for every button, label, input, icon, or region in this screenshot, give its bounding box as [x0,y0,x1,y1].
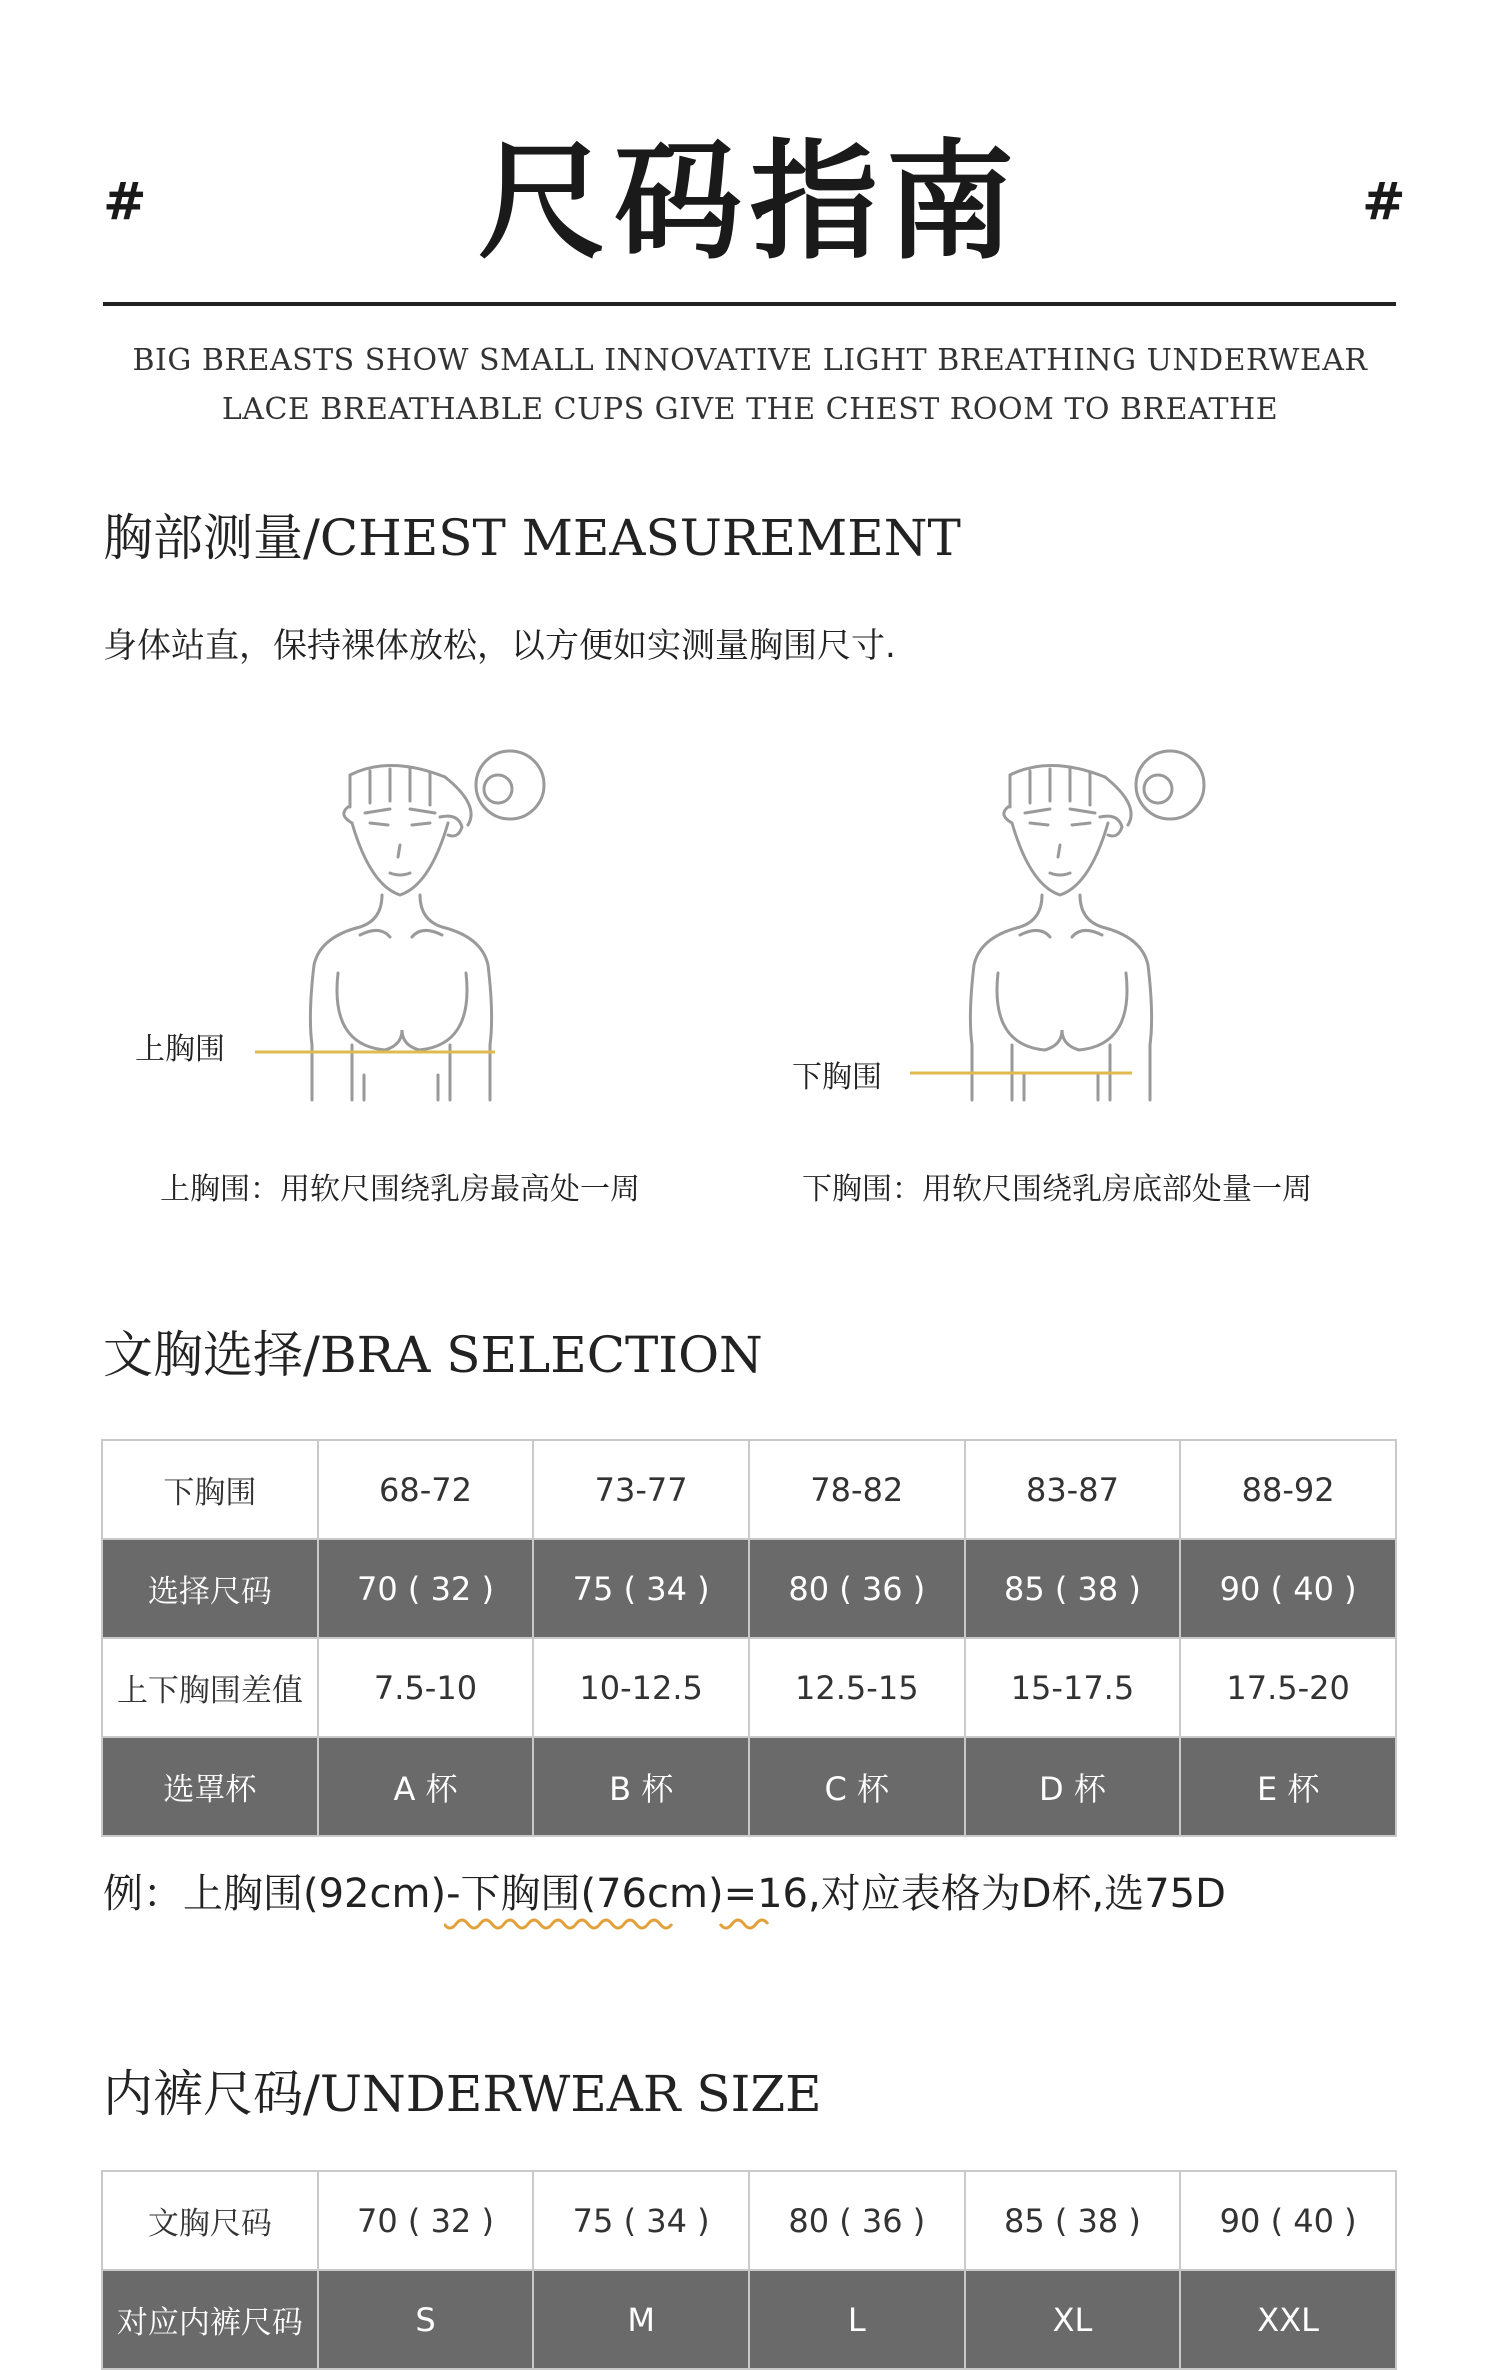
bra-size-table [101,1439,1397,1837]
bra-section-title [103,1315,763,1387]
chest-title-en: CHEST MEASUREMENT [319,509,961,567]
table-cell: M [533,2270,749,2369]
row-header: 选罩杯 [102,1737,318,1836]
table-cell: 10-12.5 [533,1638,749,1737]
table-cell: E 杯 [1180,1737,1396,1836]
table-cell: 73-77 [533,1440,749,1539]
underwear-title-en: UNDERWEAR SIZE [319,2065,822,2123]
chest-section-title [103,498,961,570]
table-cell: 85 ( 38 ) [965,1539,1181,1638]
hash-left: # [103,172,147,232]
under-chest-figure [950,745,1250,1115]
under-chest-caption: 下胸围：用软尺围绕乳房底部处量一周 [802,1172,1312,1207]
table-cell: 90 ( 40 ) [1180,2171,1396,2270]
tagline-1: BIG BREASTS SHOW SMALL INNOVATIVE LIGHT BREATHING UNDERWEAR [132,343,1368,378]
underwear-size-table [101,2170,1397,2370]
under-chest-measure-line [910,1069,1132,1077]
table-cell: 88-92 [1180,1440,1396,1539]
table-cell: 83-87 [965,1440,1181,1539]
table-cell: D 杯 [965,1737,1181,1836]
table-cell: 80 ( 36 ) [749,1539,965,1638]
chest-instruction: 身体站直，保持裸体放松，以方便如实测量胸围尺寸. [103,626,896,666]
table-cell: 7.5-10 [318,1638,534,1737]
table-cell: 70 ( 32 ) [318,1539,534,1638]
table-cell: B 杯 [533,1737,749,1836]
table-cell: XL [965,2270,1181,2369]
table-cell: 68-72 [318,1440,534,1539]
chest-title-cn: 胸部测量/ [103,509,320,567]
under-chest-label: 下胸围 [792,1060,882,1095]
underwear-title-cn: 内裤尺码/ [103,2065,320,2123]
example-squiggle-underline [444,1918,774,1934]
table-cell: A 杯 [318,1737,534,1836]
upper-chest-label: 上胸围 [135,1032,225,1067]
table-cell: 85 ( 38 ) [965,2171,1181,2270]
table-cell: C 杯 [749,1737,965,1836]
row-header: 选择尺码 [102,1539,318,1638]
upper-chest-figure [290,745,590,1115]
table-cell: XXL [1180,2270,1396,2369]
table-cell: 90 ( 40 ) [1180,1539,1396,1638]
table-cell: 75 ( 34 ) [533,1539,749,1638]
bra-title-cn: 文胸选择/ [103,1326,320,1384]
row-header: 文胸尺码 [102,2171,318,2270]
bra-example-note: 例：上胸围(92cm)-下胸围(76cm)=16,对应表格为D杯,选75D [103,1871,1226,1917]
tagline-2: LACE BREATHABLE CUPS GIVE THE CHEST ROOM TO BREATHE [221,392,1279,427]
page-title: 尺码指南 [477,128,1022,277]
table-cell: L [749,2270,965,2369]
table-cell: 80 ( 36 ) [749,2171,965,2270]
table-cell: 17.5-20 [1180,1638,1396,1737]
underwear-section-title [103,2054,822,2126]
upper-chest-caption: 上胸围：用软尺围绕乳房最高处一周 [160,1172,640,1207]
table-cell: 75 ( 34 ) [533,2171,749,2270]
hash-right: # [1362,172,1406,232]
table-cell: 12.5-15 [749,1638,965,1737]
table-row [102,2171,1396,2270]
table-row [102,1638,1396,1737]
row-header: 上下胸围差值 [102,1638,318,1737]
table-row [102,1539,1396,1638]
table-cell: 78-82 [749,1440,965,1539]
table-row [102,1737,1396,1836]
title-divider [103,302,1396,306]
table-row [102,1440,1396,1539]
table-cell: 70 ( 32 ) [318,2171,534,2270]
row-header: 下胸围 [102,1440,318,1539]
table-row [102,2270,1396,2369]
table-cell: 15-17.5 [965,1638,1181,1737]
table-cell: S [318,2270,534,2369]
row-header: 对应内裤尺码 [102,2270,318,2369]
bra-title-en: BRA SELECTION [319,1326,763,1384]
upper-chest-measure-line [255,1048,495,1056]
